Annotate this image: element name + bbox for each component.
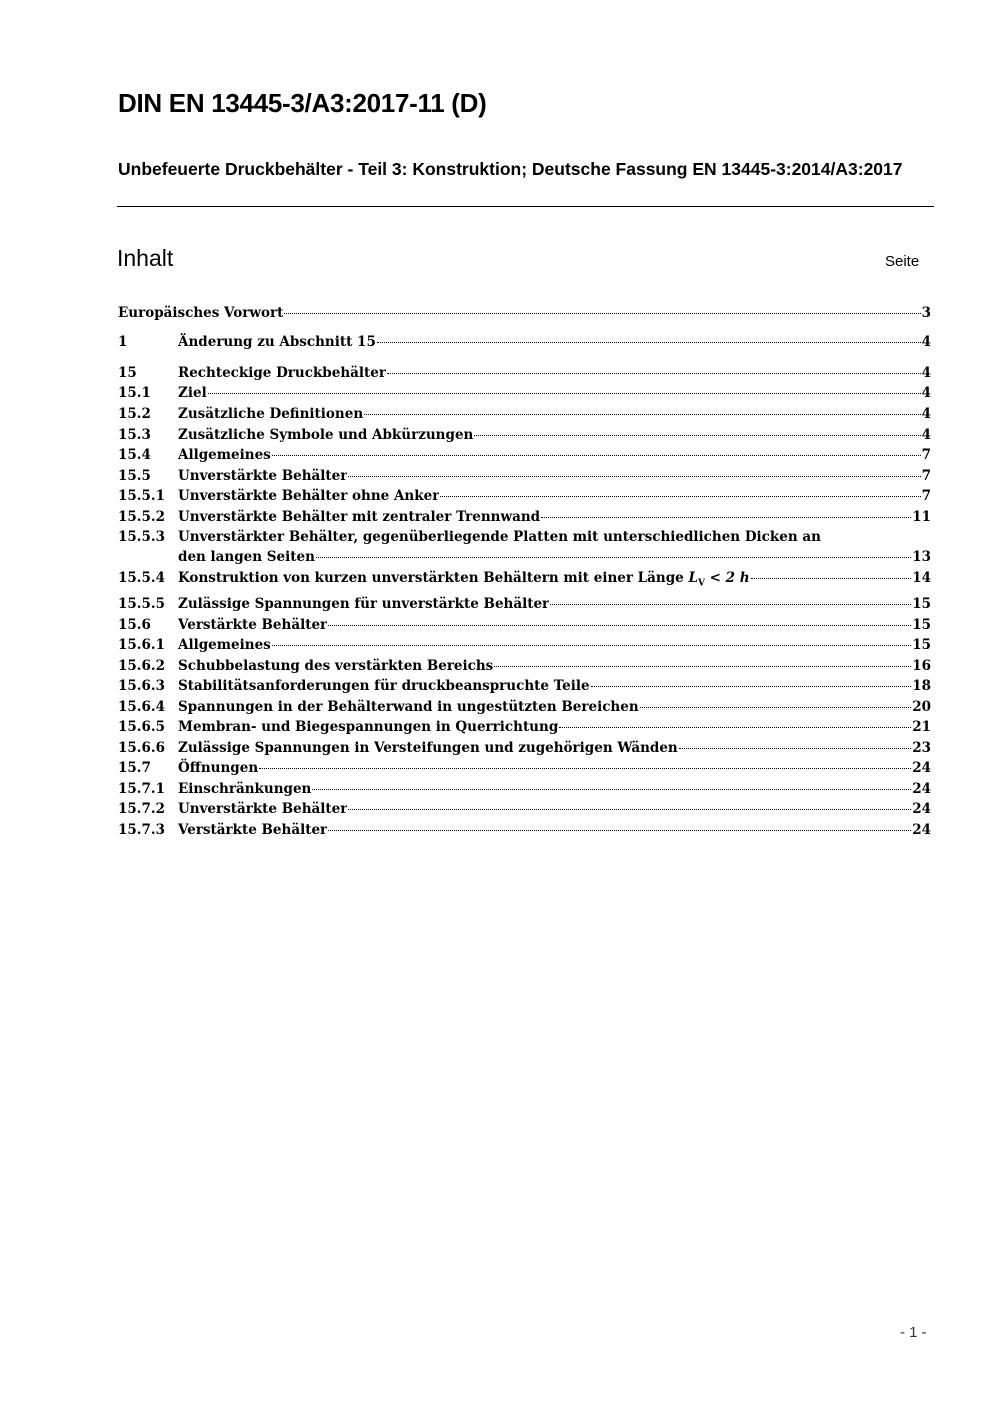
toc-dot-leader: [387, 372, 921, 374]
toc-entry-page: 14: [912, 570, 931, 586]
toc-entry[interactable]: [118, 697, 931, 717]
toc-entry[interactable]: [118, 676, 931, 696]
toc-dot-leader: [559, 726, 911, 728]
toc-entry-title-text: Unverstärkte Behälter mit zentraler Trennwand: [178, 509, 541, 525]
toc-entry-number: 15.5.2: [118, 509, 165, 525]
toc-entry[interactable]: [118, 594, 931, 614]
toc-entry-number: 15.6.6: [118, 740, 165, 756]
toc-entry-title-text: Zusätzliche Symbole und Abkürzungen: [178, 427, 474, 443]
toc-entry-number: 15.7: [118, 760, 151, 776]
toc-entry-number: 15.6.5: [118, 719, 165, 735]
toc-dot-leader: [751, 577, 912, 579]
toc-entry-title-text: den langen Seiten: [178, 549, 315, 565]
toc-entry[interactable]: [118, 820, 931, 840]
toc-dot-leader: [591, 685, 912, 687]
toc-entry-title-text: Einschränkungen: [178, 781, 312, 797]
toc-dot-leader: [208, 392, 921, 394]
toc-entry-line: [178, 635, 931, 655]
toc-dot-leader: [272, 454, 921, 456]
toc-entry-title: [178, 758, 258, 778]
toc-entry-line: [178, 425, 931, 445]
toc-entry[interactable]: [118, 404, 931, 424]
toc-entry-number: 15.1: [118, 385, 151, 401]
toc-entry-title: [118, 303, 283, 323]
toc-entry-number: 15.7.1: [118, 781, 165, 797]
toc-entry[interactable]: [118, 507, 931, 527]
toc-dot-leader: [284, 312, 920, 314]
toc-entry-line: [178, 594, 931, 614]
toc-entry-title-text: Europäisches Vorwort: [118, 305, 284, 321]
toc-entry-number: 15.5.3: [118, 529, 165, 545]
toc-entry-title: [178, 697, 639, 717]
toc-entry-page: 16: [912, 658, 931, 674]
toc-entry[interactable]: [118, 383, 931, 403]
toc-entry-title: [178, 466, 347, 486]
toc-entry[interactable]: [118, 303, 931, 323]
toc-entry-title: [178, 383, 207, 403]
toc-entry[interactable]: [118, 466, 931, 486]
toc-entry-number: 15.5: [118, 468, 151, 484]
toc-entry-line: [178, 717, 931, 737]
toc-entry-title-text: Verstärkte Behälter: [178, 822, 328, 838]
toc-entry-title-text: Unverstärkte Behälter: [178, 468, 348, 484]
toc-entry-number: 15.5.5: [118, 596, 165, 612]
toc-entry-title-line1: Unverstärkter Behälter, gegenüberliegende Platten mit unterschiedlichen Dicken an: [178, 529, 821, 545]
toc-entry-number: 15.7.2: [118, 801, 165, 817]
toc-entry-number: 15.6.3: [118, 678, 165, 694]
toc-entry-number: 15.6.2: [118, 658, 165, 674]
toc-entry-title-text: Öffnungen: [178, 760, 259, 776]
toc-entry-title: [178, 656, 493, 676]
toc-entry-title-text: Änderung zu Abschnitt 15: [178, 334, 376, 350]
toc-entry-number: 15.2: [118, 406, 151, 422]
toc-entry-formula: [688, 570, 750, 589]
toc-entry-line: [178, 568, 931, 594]
toc-entry[interactable]: [118, 635, 931, 655]
toc-entry-title: [178, 404, 363, 424]
toc-entry-line: [178, 615, 931, 635]
toc-entry-page: 4: [921, 385, 931, 401]
toc-dot-leader: [440, 495, 920, 497]
toc-entry[interactable]: [118, 656, 931, 676]
toc-entry-page: 11: [912, 509, 931, 525]
toc-entry[interactable]: [118, 738, 931, 758]
toc-entry-page: 7: [921, 447, 931, 463]
toc-entry-title: [178, 594, 549, 614]
toc-entry[interactable]: [118, 363, 931, 383]
toc-entry-line: [178, 383, 931, 403]
toc-entry-line: [178, 697, 931, 717]
toc-entry-page: 7: [921, 488, 931, 504]
toc-entry-title-text: Rechteckige Druckbehälter: [178, 365, 386, 381]
toc-entry-line: [178, 799, 931, 819]
toc-entry-title: [178, 507, 540, 527]
formula-rest: < 2 h: [704, 570, 750, 586]
toc-entry-line: [178, 404, 931, 424]
toc-entry-title: [178, 445, 271, 465]
formula-subscript: V: [697, 578, 705, 589]
toc-dot-leader: [541, 516, 911, 518]
toc-entry-number: 15.5.1: [118, 488, 165, 504]
toc-entry-title: [178, 738, 678, 758]
toc-entry-title: [178, 568, 750, 594]
toc-entry-line: [178, 466, 931, 486]
toc-entry-title-text: Zulässige Spannungen in Versteifungen und zugehörigen Wänden: [178, 740, 678, 756]
toc-entry-page: 24: [912, 822, 931, 838]
toc-dot-leader: [364, 413, 920, 415]
toc-dot-leader: [494, 665, 911, 667]
toc-dot-leader: [272, 644, 911, 646]
toc-entry-page: 3: [921, 305, 931, 321]
page-number: - 1 -: [900, 1324, 927, 1341]
toc-dot-leader: [328, 624, 911, 626]
toc-entry-title-text: Spannungen in der Behälterwand in ungestützten Bereichen: [178, 699, 639, 715]
toc-entry-number: 15.6: [118, 617, 151, 633]
toc-entry-title-text: Unverstärkte Behälter ohne Anker: [178, 488, 440, 504]
toc-entry-page: 15: [912, 596, 931, 612]
toc-dot-leader: [348, 475, 920, 477]
toc-dot-leader: [312, 788, 911, 790]
toc-entry-line: [178, 676, 931, 696]
toc-dot-leader: [550, 603, 911, 605]
toc-entry-line: [178, 547, 931, 567]
toc-entry-line: [178, 820, 931, 840]
toc-entry-number: 15.7.3: [118, 822, 165, 838]
toc-entry-title: [178, 363, 386, 383]
toc-entry-title-text: Unverstärkte Behälter: [178, 801, 348, 817]
toc-entry[interactable]: [118, 332, 931, 352]
toc-entry-line: [178, 332, 931, 352]
toc-entry-number: 15.6.1: [118, 637, 165, 653]
toc-entry-title: [178, 676, 590, 696]
toc-entry-title-text: Konstruktion von kurzen unverstärkten Behältern mit einer Länge: [178, 570, 684, 586]
toc-dot-leader: [316, 556, 911, 558]
toc-entry-page: 18: [912, 678, 931, 694]
toc-entry-line: [178, 656, 931, 676]
toc-entry-title-text: Allgemeines: [178, 447, 271, 463]
toc-page-column-label: Seite: [885, 253, 920, 270]
document-title: DIN EN 13445-3/A3:2017-11 (D): [118, 88, 487, 118]
toc-dot-leader: [348, 808, 911, 810]
toc-entry-line: [178, 779, 931, 799]
header-divider: [117, 206, 934, 207]
toc-entry-title-text: Zulässige Spannungen für unverstärkte Behälter: [178, 596, 550, 612]
toc-entry-page: 24: [912, 801, 931, 817]
toc-entry-title: [178, 547, 315, 567]
document-subtitle: Unbefeuerte Druckbehälter - Teil 3: Konstruktion; Deutsche Fassung EN 13445-3:2014/A3:2017: [118, 159, 903, 179]
toc-entry-page: 24: [912, 760, 931, 776]
toc-entry[interactable]: [118, 758, 931, 778]
toc-entry-title-text: Zusätzliche Definitionen: [178, 406, 364, 422]
toc-dot-leader: [474, 434, 920, 436]
toc-dot-leader: [328, 829, 911, 831]
toc-entry[interactable]: [118, 445, 931, 465]
toc-entry[interactable]: [118, 568, 931, 588]
toc-entry-number: 15.3: [118, 427, 151, 443]
toc-entry-title: [178, 425, 473, 445]
toc-entry[interactable]: [118, 425, 931, 445]
toc-entry-page: 24: [912, 781, 931, 797]
formula-variable: L: [688, 570, 698, 586]
toc-entry-title: [178, 799, 347, 819]
toc-dot-leader: [679, 747, 911, 749]
toc-entry[interactable]: [118, 486, 931, 506]
toc-entry-title-text: Stabilitätsanforderungen für druckbeanspruchte Teile: [178, 678, 590, 694]
toc-entry[interactable]: [118, 779, 931, 799]
toc-dot-leader: [640, 706, 912, 708]
toc-entry-page: 4: [921, 406, 931, 422]
toc-entry[interactable]: [118, 717, 931, 737]
toc-entry-page: 13: [912, 549, 931, 565]
toc-entry-title: [178, 486, 439, 506]
toc-entry-page: 20: [912, 699, 931, 715]
toc-entry-title: [178, 717, 558, 737]
toc-entry-number: 15.5.4: [118, 570, 165, 586]
toc-entry-page: 15: [912, 637, 931, 653]
toc-entry-page: 4: [921, 334, 931, 350]
toc-entry-page: 7: [921, 468, 931, 484]
toc-entry-title: [178, 820, 327, 840]
toc-entry-title: [178, 332, 376, 352]
toc-entry[interactable]: [118, 615, 931, 635]
toc-entry-page: 4: [921, 427, 931, 443]
toc-entry-number: 1: [118, 334, 128, 350]
toc-entry-number: 15: [118, 365, 137, 381]
toc-entry-page: 23: [912, 740, 931, 756]
toc-entry-title: [178, 779, 311, 799]
toc-entry[interactable]: [118, 799, 931, 819]
toc-dot-leader: [259, 767, 911, 769]
toc-entry-line: [178, 363, 931, 383]
toc-entry[interactable]: [118, 527, 931, 567]
toc-entry-title-text: Membran- und Biegespannungen in Querrichtung: [178, 719, 559, 735]
toc-entry-page: 4: [921, 365, 931, 381]
toc-entry-number: 15.6.4: [118, 699, 165, 715]
toc-entry-title-text: Schubbelastung des verstärkten Bereichs: [178, 658, 494, 674]
toc-entry-title-text: Verstärkte Behälter: [178, 617, 328, 633]
toc-entry-title-text: Allgemeines: [178, 637, 271, 653]
toc-entry-page: 15: [912, 617, 931, 633]
toc-entry-page: 21: [912, 719, 931, 735]
toc-entry-line: [178, 738, 931, 758]
toc-entry-title-text: Ziel: [178, 385, 207, 401]
toc-heading: Inhalt: [117, 245, 174, 271]
toc-entry-line: [178, 445, 931, 465]
toc-entry-title: [178, 615, 327, 635]
toc-entry-line: [178, 758, 931, 778]
toc-dot-leader: [377, 341, 921, 343]
toc-entry-line: [178, 486, 931, 506]
toc-entry-line: [118, 303, 931, 323]
toc-entry-number: 15.4: [118, 447, 151, 463]
toc-entry-line: [178, 507, 931, 527]
toc-entry-title: [178, 635, 271, 655]
